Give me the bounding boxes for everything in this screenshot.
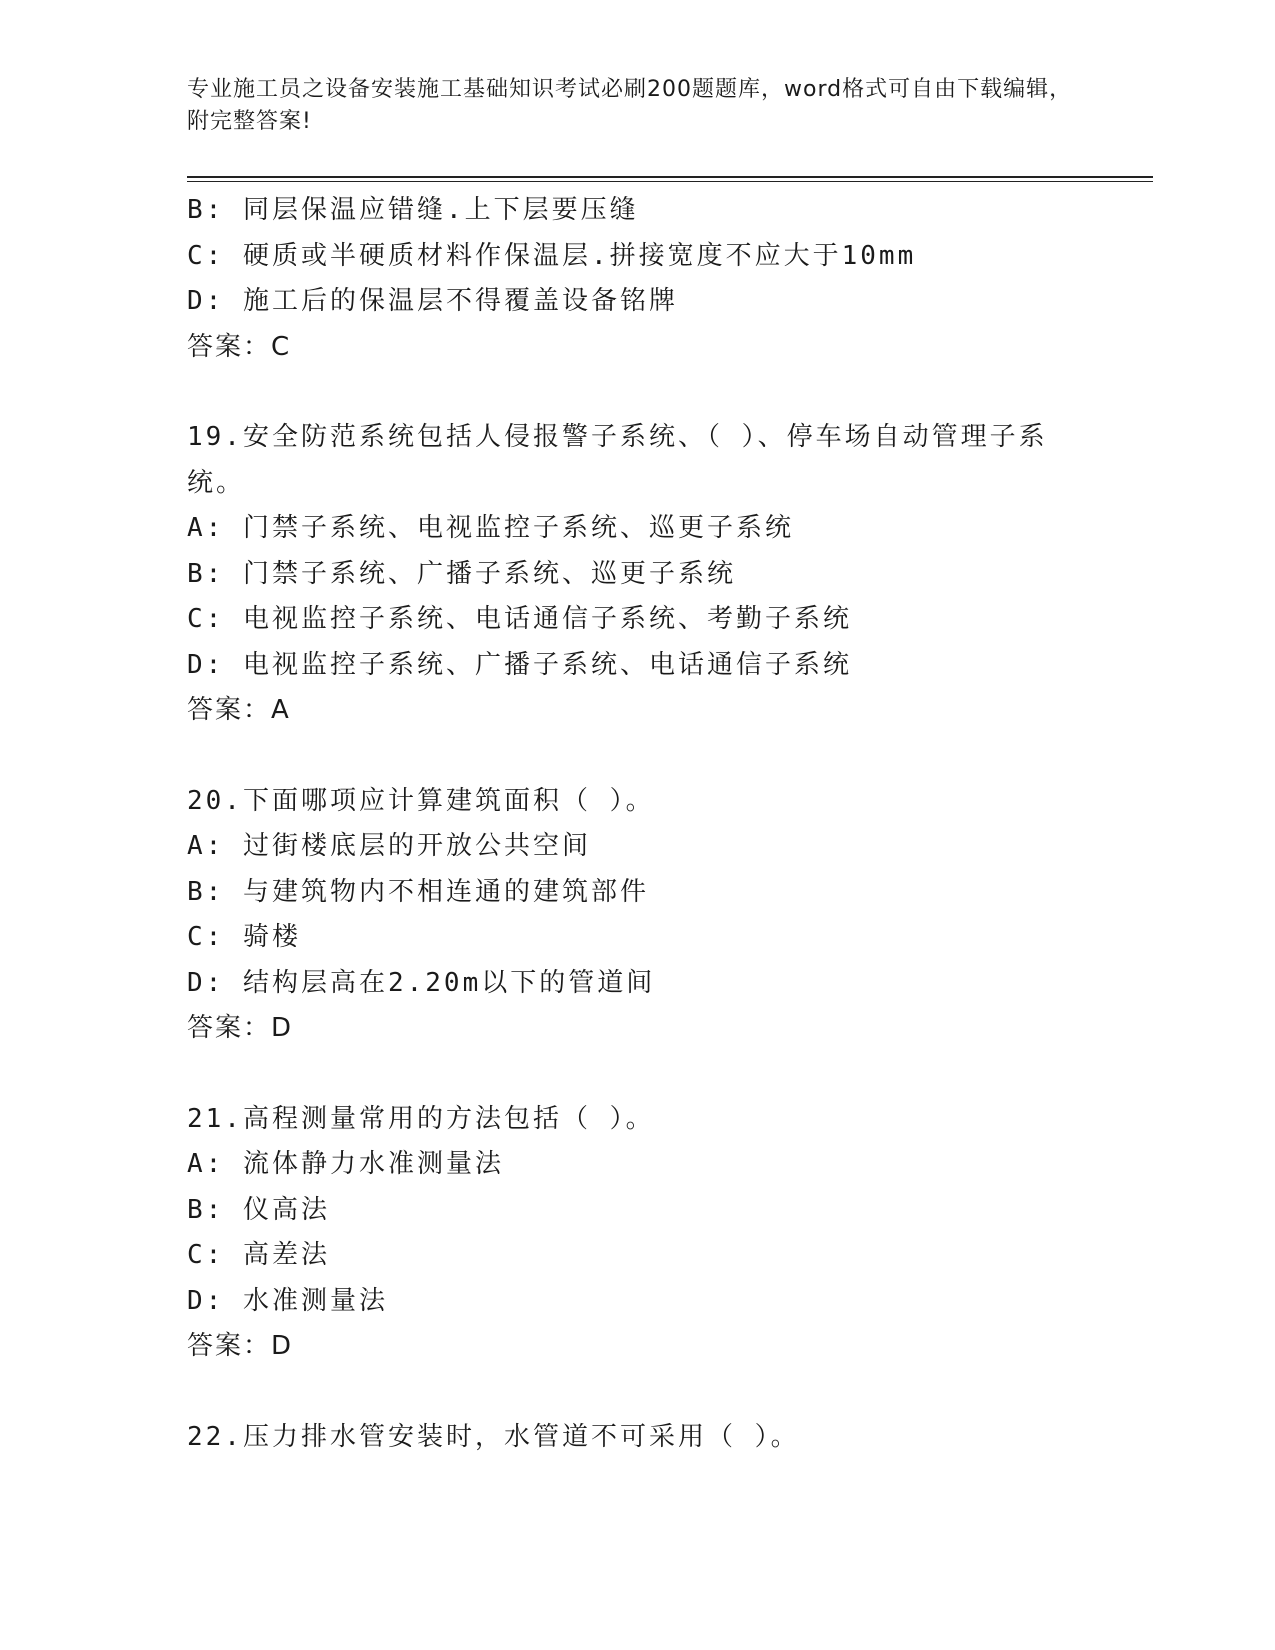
question-text: 20.下面哪项应计算建筑面积（ ）。 [187,785,655,816]
document-header [187,74,1087,138]
question-block-20 [187,779,1087,1052]
header-divider-thin [187,181,1153,182]
question-text: 21.高程测量常用的方法包括（ ）。 [187,1103,655,1134]
option-c: C: 电视监控子系统、电话通信子系统、考勤子系统 [187,604,852,634]
header-title: 专业施工员之设备安装施工基础知识考试必刷200题题库，word格式可自由下载编辑，附完整答案! [187,77,1073,134]
option-d: D: 水准测量法 [187,1285,388,1316]
option-b: B: 同层保温应错缝.上下层要压缝 [187,195,639,225]
question-block-22 [187,1415,1087,1461]
header-divider [187,176,1153,178]
question-text: 22.压力排水管安装时，水管道不可采用（ ）。 [187,1421,800,1452]
answer-line: 答案：C [187,331,292,362]
option-c: C: 硬质或半硬质材料作保温层.拼接宽度不应大于10mm [187,240,917,271]
option-c: C: 骑楼 [187,922,301,952]
answer-line: 答案：D [187,1013,294,1043]
answer-line: 答案：D [187,1331,294,1361]
option-d: D: 电视监控子系统、广播子系统、电话通信子系统 [187,649,852,680]
option-b: B: 门禁子系统、广播子系统、巡更子系统 [187,558,736,589]
option-a: A: 过街楼底层的开放公共空间 [187,831,591,861]
question-block-21 [187,1097,1087,1370]
option-a: A: 流体静力水准测量法 [187,1149,504,1179]
option-b: B: 与建筑物内不相连通的建筑部件 [187,876,649,907]
option-a: A: 门禁子系统、电视监控子系统、巡更子系统 [187,513,794,543]
question-text: 19.安全防范系统包括人侵报警子系统、（ ）、停车场自动管理子系统。 [187,422,1048,498]
option-d: D: 结构层高在2.20m以下的管道间 [187,967,656,998]
answer-line: 答案：A [187,695,291,725]
option-d: D: 施工后的保温层不得覆盖设备铭牌 [187,286,678,316]
option-b: B: 仪高法 [187,1194,330,1225]
option-c: C: 高差法 [187,1240,330,1270]
question-block-19 [187,415,1087,734]
question-block-18 [187,188,1087,370]
question-content [187,188,1087,1460]
